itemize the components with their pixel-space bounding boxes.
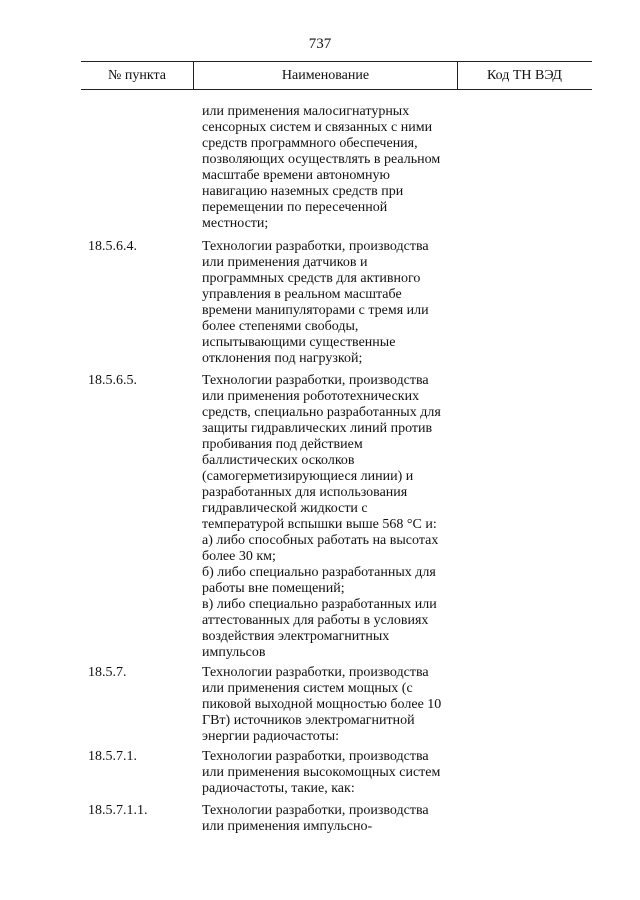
item-name-line: средств, специально разработанных для <box>202 405 441 420</box>
item-name-line: Технологии разработки, производства <box>202 665 429 680</box>
table-header <box>81 61 592 90</box>
item-name-line: средств программного обеспечения, <box>202 136 418 151</box>
item-name-line: аттестованных для работы в условиях <box>202 613 429 628</box>
item-name-line: энергии радиочастоты: <box>202 729 340 744</box>
item-name-line: времени манипуляторами с тремя или <box>202 303 429 318</box>
item-name-line: Технологии разработки, производства <box>202 749 429 764</box>
column-header-number: № пункта <box>108 68 166 83</box>
item-name-line: или применения датчиков и <box>202 255 368 270</box>
item-name <box>202 239 452 367</box>
item-name <box>202 749 452 797</box>
column-header-code: Код ТН ВЭД <box>487 68 562 83</box>
item-name-line: испытывающими существенные <box>202 335 396 350</box>
item-name-line: перемещении по пересеченной <box>202 200 388 215</box>
item-name-line: Технологии разработки, производства <box>202 239 429 254</box>
item-number: 18.5.7.1. <box>88 749 137 764</box>
item-name-line: гидравлической жидкости с <box>202 501 368 516</box>
item-name-line: Технологии разработки, производства <box>202 803 429 818</box>
item-name-line: пиковой выходной мощностью более 10 <box>202 697 442 712</box>
item-name-line: защиты гидравлических линий против <box>202 421 433 436</box>
item-name-line: навигацию наземных средств при <box>202 184 404 199</box>
item-name-line: радиочастоты, такие, как: <box>202 781 355 796</box>
item-name-line: разработанных для использования <box>202 485 408 500</box>
item-name-line: или применения систем мощных (с <box>202 681 413 696</box>
item-name-line: позволяющих осуществлять в реальном <box>202 152 441 167</box>
item-number: 18.5.6.4. <box>88 239 137 254</box>
item-name <box>202 665 452 745</box>
item-name-line: пробивания под действием <box>202 437 363 452</box>
item-name <box>202 373 452 661</box>
column-header-name: Наименование <box>193 62 458 89</box>
item-name-line: температурой вспышки выше 568 °С и: <box>202 517 437 532</box>
item-name-line: отклонения под нагрузкой; <box>202 351 363 366</box>
item-name-line: (самогерметизирующиеся линии) и <box>202 469 414 484</box>
item-name-line: программных средств для активного <box>202 271 421 286</box>
item-name-line: сенсорных систем и связанных с ними <box>202 120 433 135</box>
item-name-line: или применения робототехнических <box>202 389 420 404</box>
item-name-line: Технологии разработки, производства <box>202 373 429 388</box>
item-name-line: местности; <box>202 216 269 231</box>
item-name-line: или применения высокомощных систем <box>202 765 441 780</box>
item-name-line: или применения импульсно- <box>202 819 373 834</box>
item-name-line: в) либо специально разработанных или <box>202 597 437 612</box>
item-name <box>202 803 452 835</box>
item-name-line: ГВт) источников электромагнитной <box>202 713 415 728</box>
item-number: 18.5.7.1.1. <box>88 803 148 818</box>
item-name-line: более 30 км; <box>202 549 276 564</box>
item-name <box>202 104 452 232</box>
item-name-line: управления в реальном масштабе <box>202 287 402 302</box>
item-name-line: работы вне помещений; <box>202 581 345 596</box>
item-name-line: б) либо специально разработанных для <box>202 565 436 580</box>
page-number: 737 <box>308 36 332 52</box>
item-name-line: импульсов <box>202 645 266 660</box>
item-name-line: а) либо способных работать на высотах <box>202 533 439 548</box>
item-name-line: баллистических осколков <box>202 453 355 468</box>
item-name-line: воздействия электромагнитных <box>202 629 390 644</box>
item-name-line: или применения малосигнатурных <box>202 104 410 119</box>
item-name-line: масштабе времени автономную <box>202 168 390 183</box>
item-name-line: более степенями свободы, <box>202 319 359 334</box>
item-number: 18.5.6.5. <box>88 373 137 388</box>
item-number: 18.5.7. <box>88 665 127 680</box>
